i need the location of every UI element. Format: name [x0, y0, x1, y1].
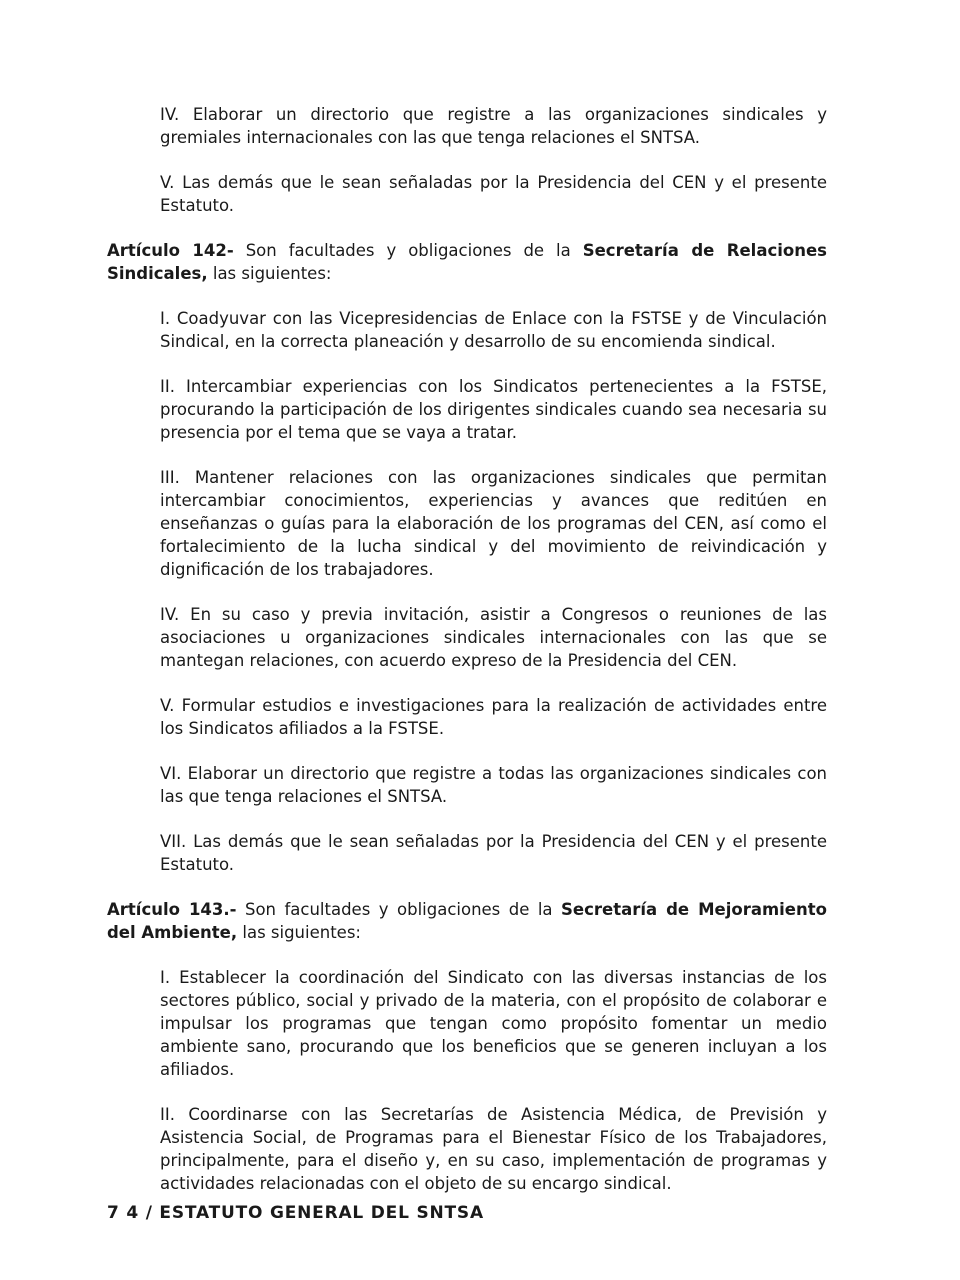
text-run: V. Las demás que le sean señaladas por la Presidencia del CEN y el presente Estatuto.	[160, 173, 827, 215]
page-footer: 7 4 / ESTATUTO GENERAL DEL SNTSA	[107, 1203, 484, 1223]
list-item	[160, 307, 827, 353]
text-run: VI. Elaborar un directorio que registre a todas las organizaciones sindicales con las que tenga relaciones el SNTSA.	[160, 764, 827, 806]
text-run: Son facultades y obligaciones de la	[236, 900, 562, 919]
list-item	[160, 375, 827, 444]
list-item	[160, 830, 827, 876]
text-run: Son facultades y obligaciones de la	[233, 241, 583, 260]
article-heading	[107, 239, 827, 285]
text-run: IV. Elaborar un directorio que registre a las organizaciones sindicales y gremiales internacionales con las que tenga relaciones el SNTSA.	[160, 105, 827, 147]
text-run: II. Intercambiar experiencias con los Sindicatos pertenecientes a la FSTSE, procurando la participación de los dirigentes sindicales cuando sea necesaria su presencia por el tema que se vaya a tratar.	[160, 377, 827, 442]
article-heading	[107, 898, 827, 944]
text-run: I. Establecer la coordinación del Sindicato con las diversas instancias de los sectores público, social y privado de la materia, con el propósito de colaborar e impulsar los programas que tengan como propósito fomentar un medio ambiente sano, procurando que los beneficios que se generen incluyan a los afiliados.	[160, 968, 827, 1079]
document-body	[107, 103, 827, 1217]
list-item	[160, 1103, 827, 1195]
list-item	[160, 694, 827, 740]
bold-text: Secretaría de Relaciones Sindicales,	[107, 241, 827, 283]
text-run: I. Coadyuvar con las Vicepresidencias de Enlace con la FSTSE y de Vinculación Sindical, en la correcta planeación y desarrollo de su encomienda sindical.	[160, 309, 827, 351]
list-item	[160, 466, 827, 581]
text-run: las siguientes:	[237, 923, 361, 942]
text-run: VII. Las demás que le sean señaladas por la Presidencia del CEN y el presente Estatuto.	[160, 832, 827, 874]
text-run: III. Mantener relaciones con las organizaciones sindicales que permitan intercambiar conocimientos, experiencias y avances que reditúen en enseñanzas o guías para la elaboración de los programas del CEN, así como el fortalecimiento de la lucha sindical y del movimiento de reivindicación y dignificación de los trabajadores.	[160, 468, 827, 579]
text-run: las siguientes:	[207, 264, 332, 283]
text-run: V. Formular estudios e investigaciones para la realización de actividades entre los Sindicatos afiliados a la FSTSE.	[160, 696, 827, 738]
list-item	[160, 103, 827, 149]
list-item	[160, 966, 827, 1081]
list-item	[160, 171, 827, 217]
list-item	[160, 603, 827, 672]
bold-text: Artículo 143.-	[107, 900, 237, 919]
text-run: II. Coordinarse con las Secretarías de Asistencia Médica, de Previsión y Asistencia Social, de Programas para el Bienestar Físico de los Trabajadores, principalmente, para el diseño y, en su caso, implementación de programas y actividades relacionadas con el objeto de su encargo sindical.	[160, 1105, 827, 1193]
bold-text: Secretaría de Mejoramiento del Ambiente,	[107, 900, 827, 942]
bold-text: Artículo 142-	[107, 241, 234, 260]
list-item	[160, 762, 827, 808]
text-run: IV. En su caso y previa invitación, asistir a Congresos o reuniones de las asociaciones u organizaciones sindicales internacionales con las que se mantegan relaciones, con acuerdo expreso de la Presidencia del CEN.	[160, 605, 827, 670]
